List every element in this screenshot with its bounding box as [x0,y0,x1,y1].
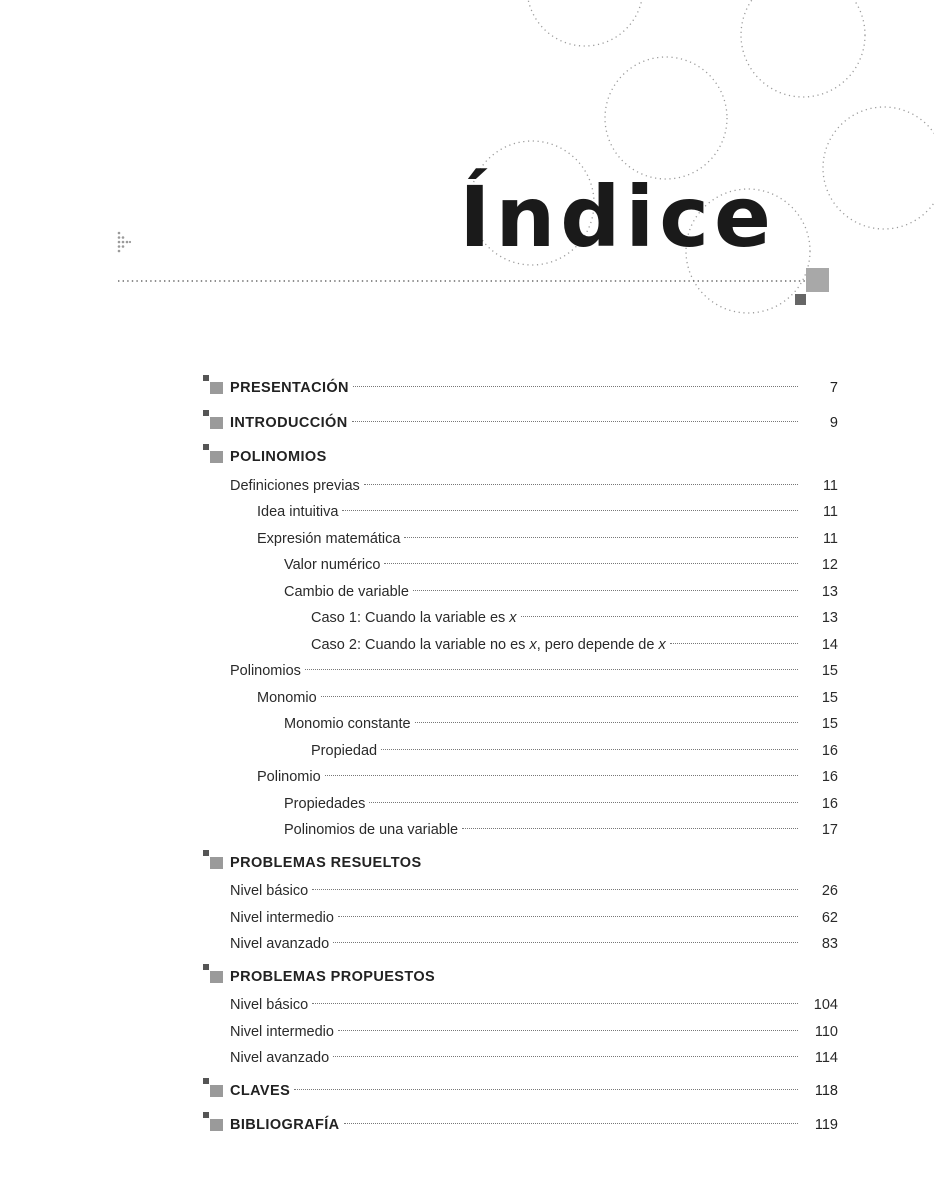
toc-entry[interactable] [0,685,934,712]
dot-leader [344,1123,798,1124]
dot-leader [415,722,798,723]
deco-circle [741,0,865,97]
toc-entry[interactable] [0,579,934,606]
dot-leader [321,696,798,697]
toc-entry-line [230,442,798,473]
toc-page-number: 17 [821,822,838,838]
toc-page-number: 119 [814,1117,838,1133]
toc-entry-label: Polinomios [230,663,301,679]
section-bullet-icon [203,1076,223,1096]
toc-page-number: 13 [821,610,838,626]
toc-entry[interactable] [0,1019,934,1046]
toc-entry-line [257,526,798,553]
toc-page-number: 7 [829,380,838,396]
toc-entry-label: Propiedades [284,795,366,812]
deco-circle [823,107,934,229]
toc-entry[interactable] [0,992,934,1019]
toc-page-number: 11 [822,504,838,520]
toc-entry-label: PRESENTACIÓN [230,380,349,396]
dot-leader [381,749,798,750]
toc-entry[interactable] [0,905,934,932]
toc-page-number: 62 [821,909,838,926]
toc-entry[interactable] [0,632,934,659]
toc-entry-line [284,579,798,606]
toc-entry-label: PROBLEMAS RESUELTOS [230,854,422,871]
section-bullet-icon [203,373,223,393]
toc-section[interactable] [0,962,934,993]
toc-entry-label: Polinomio [257,769,321,785]
toc-entry[interactable] [0,1045,934,1072]
toc-entry[interactable] [0,605,934,632]
toc-entry-label: BIBLIOGRAFÍA [230,1117,340,1133]
dot-leader [352,421,798,422]
dot-leader [312,889,798,890]
toc-entry-line [230,1110,798,1141]
dot-leader [338,1030,798,1031]
toc-entry-line [230,931,798,958]
toc-entry[interactable] [0,791,934,818]
toc-entry-line [230,1019,798,1046]
toc-entry[interactable] [0,764,934,791]
toc-page-number: 14 [821,636,838,653]
dot-leader [333,942,798,943]
toc-entry-label: Definiciones previas [230,477,360,494]
toc-entry-line [284,552,798,579]
toc-entry-line [230,992,798,1019]
toc-entry[interactable] [0,878,934,905]
toc-entry-label: Nivel intermedio [230,1023,334,1040]
page-title: Índice [459,168,776,266]
toc-page-number: 110 [814,1023,838,1040]
toc-page-number: 15 [821,716,838,732]
toc-page-number: 12 [821,557,838,573]
toc-entry-line [257,764,798,791]
toc-entry-label: Polinomios de una variable [284,822,459,838]
section-bullet-icon [203,1110,223,1130]
section-bullet-icon [203,408,223,428]
toc-page-number: 26 [821,883,838,899]
dot-ornament [118,232,131,253]
toc-page-number: 11 [822,530,838,547]
toc-entry-label: Expresión matemática [257,530,401,547]
toc-entry-line [311,738,798,765]
dot-leader [369,802,798,803]
section-bullet-icon [203,962,223,982]
toc-entry-line [230,962,798,993]
dot-leader [342,510,798,511]
toc-entry-line [257,685,798,712]
dot-leader [364,484,798,485]
corner-square-small [795,294,806,305]
section-bullet-icon [203,848,223,868]
corner-square-large [806,268,829,292]
toc-page-number: 114 [814,1050,838,1066]
toc-section[interactable] [0,848,934,879]
deco-circle [527,0,643,46]
toc-entry[interactable] [0,931,934,958]
dot-leader [305,669,798,670]
dot-leader [333,1056,798,1057]
toc-page-number: 16 [821,742,838,759]
toc-entry[interactable] [0,817,934,844]
toc-page-number: 9 [829,414,838,431]
toc-section[interactable] [0,1110,934,1141]
toc-entry[interactable] [0,658,934,685]
toc-entry-label: Valor numérico [284,557,381,573]
toc-entry-label: CLAVES [230,1082,291,1099]
toc-entry-line [230,905,798,932]
toc-entry-label: Monomio [257,689,317,706]
toc-section[interactable] [0,373,934,404]
toc-entry-line [284,817,798,844]
toc-entry-label: Nivel básico [230,997,309,1013]
toc-entry-label: Nivel avanzado [230,936,330,952]
toc-section[interactable] [0,442,934,473]
toc-entry-line [230,373,798,404]
toc-entry-label: Caso 2: Cuando la variable no es x, pero depende de x [311,636,666,653]
toc-entry-label: PROBLEMAS PROPUESTOS [230,968,436,985]
dot-leader [338,916,798,917]
deco-circle [605,57,727,179]
toc-entry-label: INTRODUCCIÓN [230,414,348,431]
toc-entry-line [311,605,798,632]
toc-page-number: 83 [821,936,838,952]
table-of-contents [0,373,934,1141]
toc-entry-label: Nivel avanzado [230,1050,330,1066]
dot-leader [462,828,798,829]
toc-page-number: 16 [821,795,838,812]
toc-entry-line [230,1045,798,1072]
toc-entry-label: POLINOMIOS [230,449,327,465]
toc-entry-label: Monomio constante [284,716,411,732]
toc-entry-label: Caso 1: Cuando la variable es x [311,610,517,626]
toc-section[interactable] [0,408,934,439]
dot-leader [353,386,798,387]
dot-leader [521,616,798,617]
dot-leader [384,563,798,564]
toc-entry[interactable] [0,711,934,738]
toc-page-number: 13 [821,583,838,600]
toc-entry-line [230,878,798,905]
toc-entry-line [257,499,798,526]
toc-entry-label: Propiedad [311,742,378,759]
dot-leader [404,537,798,538]
toc-entry[interactable] [0,473,934,500]
dot-leader [413,590,798,591]
toc-entry-line [230,848,798,879]
toc-page-number: 15 [821,663,838,679]
toc-entry[interactable] [0,552,934,579]
toc-entry-line [284,711,798,738]
toc-page-number: 15 [821,689,838,706]
toc-entry[interactable] [0,526,934,553]
toc-page-number: 11 [822,477,838,494]
dot-leader [312,1003,798,1004]
toc-entry-label: Nivel básico [230,883,309,899]
toc-entry-line [230,1076,798,1107]
toc-entry-line [311,632,798,659]
toc-entry-label: Cambio de variable [284,583,409,600]
toc-entry-line [230,473,798,500]
toc-entry[interactable] [0,499,934,526]
toc-page-number: 16 [821,769,838,785]
section-bullet-icon [203,442,223,462]
toc-page-number: 104 [813,997,838,1013]
toc-entry-line [230,408,798,439]
toc-section[interactable] [0,1076,934,1107]
dot-leader [325,775,798,776]
toc-entry-label: Nivel intermedio [230,909,334,926]
dot-leader [294,1089,798,1090]
toc-entry-line [284,791,798,818]
dot-leader [670,643,798,644]
toc-entry[interactable] [0,738,934,765]
toc-entry-label: Idea intuitiva [257,504,339,520]
toc-entry-line [230,658,798,685]
decorative-circles [0,0,934,330]
toc-page-number: 118 [814,1082,838,1099]
